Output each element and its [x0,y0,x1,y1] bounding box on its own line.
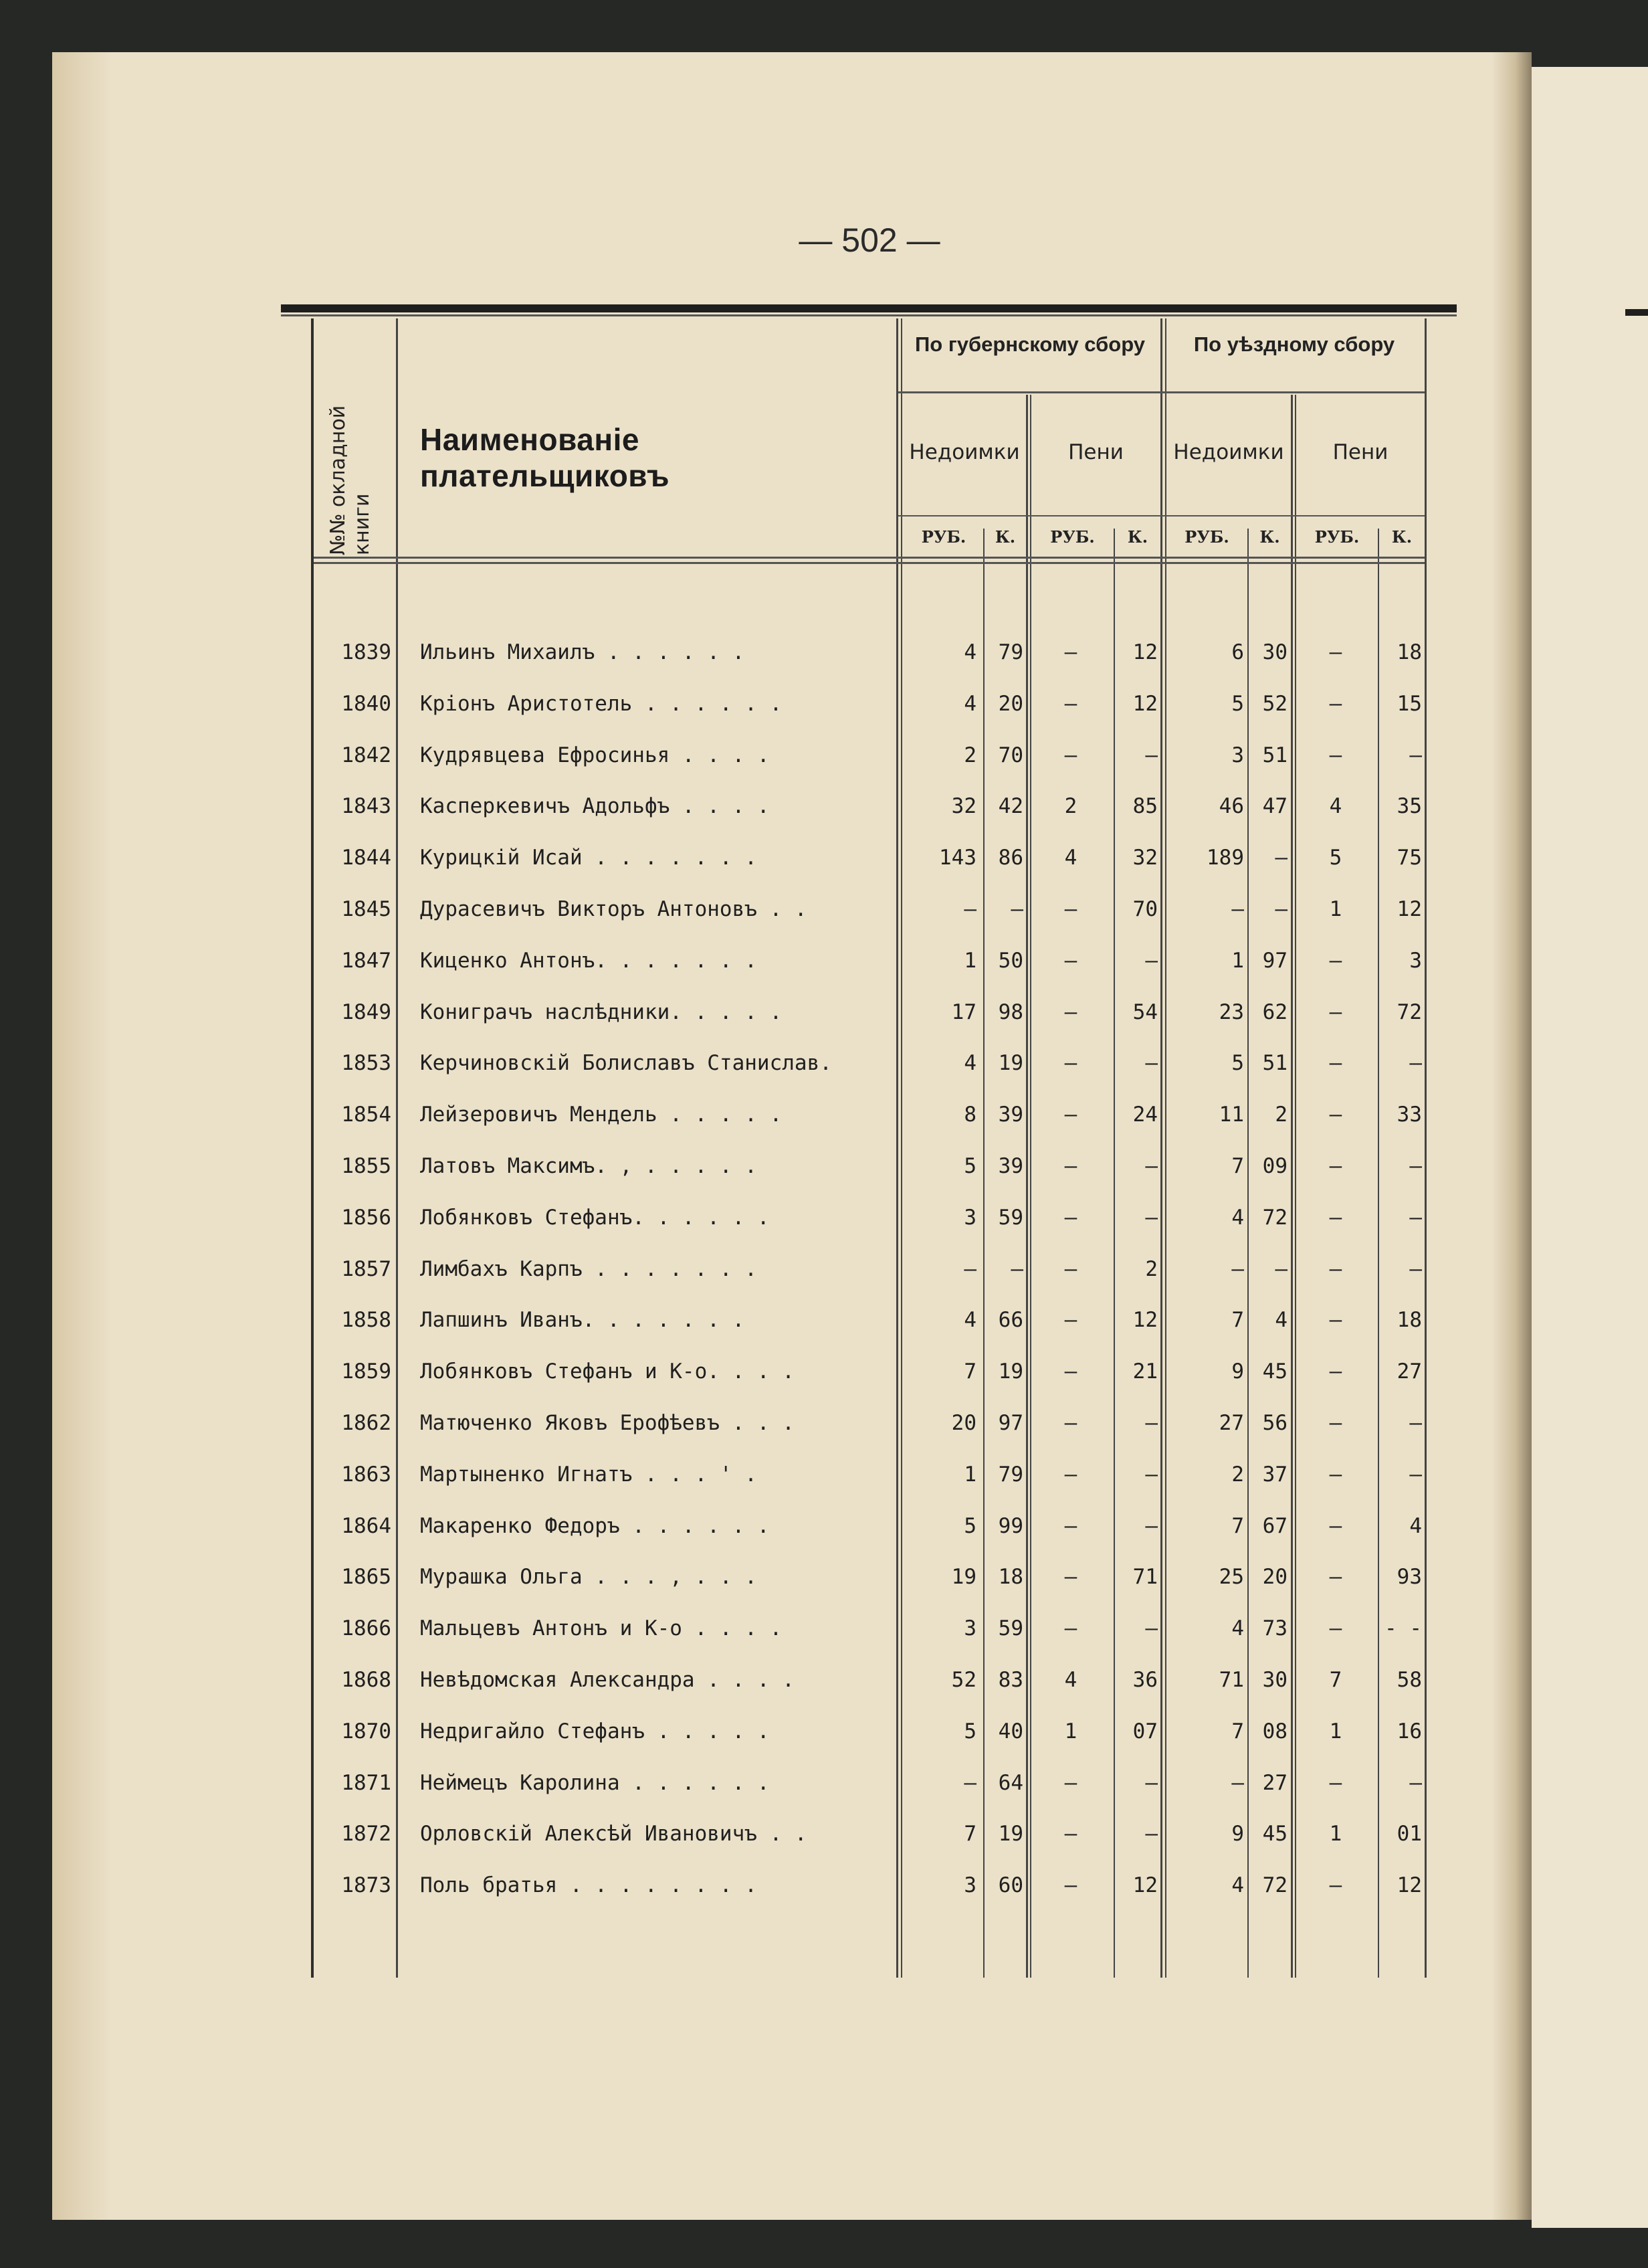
cell-no: 1870 [341,1719,391,1743]
cell-u-p-r: — [1329,1051,1342,1076]
divider-name-provincial [896,318,898,1978]
cell-name: Керчиновскій Болиславъ Станислав. [420,1051,832,1076]
cell-no: 1849 [341,1000,391,1024]
cell-g-n-r: 4 [964,1308,976,1333]
cell-g-p-k: — [1145,1770,1158,1795]
cell-g-n-k: 20 [998,691,1023,716]
cell-g-n-k: 70 [998,743,1023,767]
cell-no: 1839 [341,640,391,664]
cell-u-n-k: 2 [1275,1103,1288,1127]
u-arrears-rub-header: РУБ. [1184,527,1229,547]
cell-u-p-k: — [1409,1205,1422,1230]
cell-no: 1872 [341,1822,391,1847]
cell-g-n-k: 98 [998,1000,1023,1024]
left-border [311,318,314,1978]
cell-name: Лобянковъ Стефанъ и К-о. . . . [420,1359,795,1384]
cell-g-n-k: 60 [998,1873,1023,1898]
cell-u-n-k: 27 [1262,1770,1288,1795]
cell-g-n-r: 1 [964,1462,976,1487]
cell-g-n-r: 8 [964,1103,976,1127]
cell-g-n-r: 32 [951,794,976,819]
cell-u-n-r: 6 [1231,640,1244,664]
cell-u-p-k: 75 [1397,846,1422,870]
g-arrears-kop-header: К. [995,527,1016,547]
cell-g-p-r: — [1064,1513,1077,1538]
cell-name: Мартыненко Игнатъ . . . ' . [420,1462,757,1487]
cell-g-n-r: 20 [951,1411,976,1435]
cell-g-n-r: 3 [964,1873,976,1898]
cell-g-p-k: — [1145,1205,1158,1230]
cell-u-n-r: 27 [1219,1411,1244,1435]
divider-u-arrears-penalty [1291,395,1293,1978]
cell-u-n-k: 67 [1262,1513,1288,1538]
cell-name: Орловскій Алексѣй Ивановичъ . . [420,1822,807,1847]
cell-g-n-r: 4 [964,1051,976,1076]
cell-g-p-k: — [1145,1822,1158,1847]
cell-u-p-k: 01 [1397,1822,1422,1847]
cell-name: Невѣдомская Александра . . . . [420,1668,795,1692]
cell-u-n-r: 11 [1219,1103,1244,1127]
divider-g-arrears-penalty [1026,395,1028,1978]
cell-g-p-r: — [1064,1616,1077,1641]
divider-number-name [396,318,398,1978]
cell-u-p-r: 5 [1329,846,1342,870]
cell-g-p-r: — [1064,1308,1077,1333]
cell-no: 1868 [341,1668,391,1692]
cell-u-n-r: 9 [1231,1822,1244,1847]
cell-no: 1865 [341,1565,391,1590]
cell-name: Касперкевичъ Адольфъ . . . . [420,794,770,819]
cell-g-p-k: — [1145,1411,1158,1435]
cell-u-n-k: — [1275,897,1288,921]
header-bottom-line-2 [314,562,1425,564]
cell-g-n-k: — [1011,1256,1023,1281]
cell-u-n-k: 47 [1262,794,1288,819]
cell-u-p-r: — [1329,1103,1342,1127]
cell-g-p-r: 2 [1064,794,1077,819]
cell-g-n-k: 50 [998,948,1023,973]
cell-no: 1858 [341,1308,391,1333]
cell-g-n-r: — [964,897,976,921]
cell-no: 1863 [341,1462,391,1487]
cell-name: Кріонъ Аристотель . . . . . . [420,691,783,716]
header-group-line [898,391,1425,393]
facing-page [1532,67,1648,2228]
cell-g-p-k: 54 [1132,1000,1158,1024]
cell-u-p-k: 15 [1397,691,1422,716]
cell-g-n-k: 40 [998,1719,1023,1743]
cell-no: 1845 [341,897,391,921]
provincial-penalty-header: Пени [1068,440,1124,464]
cell-u-n-r: 5 [1231,691,1244,716]
cell-g-p-r: 4 [1064,846,1077,870]
cell-g-p-k: 85 [1132,794,1158,819]
cell-g-n-k: 18 [998,1565,1023,1590]
cell-u-n-r: 7 [1231,1308,1244,1333]
cell-u-n-r: 7 [1231,1719,1244,1743]
cell-u-n-r: 71 [1219,1668,1244,1692]
cell-u-p-k: — [1409,743,1422,767]
cell-u-p-r: 1 [1329,1822,1342,1847]
cell-name: Поль братья . . . . . . . . [420,1873,757,1898]
cell-g-n-r: 3 [964,1616,976,1641]
cell-name: Лапшинъ Иванъ. . . . . . . [420,1308,745,1333]
cell-name: Мальцевъ Антонъ и К-о . . . . [420,1616,783,1641]
cell-u-p-k: 3 [1409,948,1422,973]
cell-u-p-r: 1 [1329,897,1342,921]
cell-u-p-k: — [1409,1256,1422,1281]
cell-g-n-r: 5 [964,1154,976,1178]
cell-g-p-r: — [1064,691,1077,716]
cell-u-p-r: — [1329,1205,1342,1230]
cell-u-n-k: 62 [1262,1000,1288,1024]
cell-u-p-r: — [1329,1256,1342,1281]
u-penalty-rub-header: РУБ. [1314,527,1360,547]
cell-u-p-k: — [1409,1051,1422,1076]
cell-name: Дурасевичъ Викторъ Антоновъ . . [420,897,807,921]
cell-u-p-r: — [1329,743,1342,767]
g-penalty-rub-header: РУБ. [1050,527,1095,547]
cell-u-p-k: 12 [1397,897,1422,921]
cell-g-n-k: 39 [998,1103,1023,1127]
cell-u-p-k: 18 [1397,1308,1422,1333]
cell-g-n-r: 143 [939,846,976,870]
cell-u-n-k: 97 [1262,948,1288,973]
cell-g-p-k: 2 [1145,1256,1158,1281]
table-top-rule-thin [281,314,1457,316]
cell-g-n-r: 19 [951,1565,976,1590]
cell-name: Латовъ Максимъ. , . . . . . [420,1154,757,1178]
cell-g-p-k: — [1145,1513,1158,1538]
cell-u-n-r: 4 [1231,1205,1244,1230]
cell-g-p-k: 21 [1132,1359,1158,1384]
cell-g-n-r: 5 [964,1719,976,1743]
provincial-arrears-header: Недоимки [909,440,1020,464]
cell-g-p-r: — [1064,897,1077,921]
cell-g-n-k: 79 [998,640,1023,664]
cell-u-p-r: 7 [1329,1668,1342,1692]
cell-u-n-r: 7 [1231,1513,1244,1538]
cell-g-n-r: 4 [964,640,976,664]
cell-g-n-r: 17 [951,1000,976,1024]
cell-g-n-r: 4 [964,691,976,716]
cell-u-n-r: 25 [1219,1565,1244,1590]
cell-g-p-k: 12 [1132,1308,1158,1333]
cell-u-n-k: 30 [1262,640,1288,664]
cell-name: Лейзеровичъ Мендель . . . . . [420,1103,783,1127]
cell-g-p-r: — [1064,1411,1077,1435]
cell-name: Курицкій Исай . . . . . . . [420,846,757,870]
cell-g-n-k: 79 [998,1462,1023,1487]
cell-g-p-r: 4 [1064,1668,1077,1692]
cell-u-n-r: 46 [1219,794,1244,819]
cell-no: 1854 [341,1103,391,1127]
cell-u-n-r: 189 [1207,846,1244,870]
cell-g-n-r: 2 [964,743,976,767]
cell-g-p-r: — [1064,948,1077,973]
cell-u-p-k: - - [1384,1616,1422,1641]
cell-u-p-r: 4 [1329,794,1342,819]
cell-name: Недригайло Стефанъ . . . . . [420,1719,770,1743]
cell-u-n-k: 09 [1262,1154,1288,1178]
cell-g-p-k: 12 [1132,1873,1158,1898]
cell-g-p-k: — [1145,1154,1158,1178]
cell-g-p-k: 36 [1132,1668,1158,1692]
cell-g-p-k: — [1145,743,1158,767]
g-penalty-kop-header: К. [1127,527,1148,547]
cell-no: 1862 [341,1411,391,1435]
cell-g-n-k: — [1011,897,1023,921]
cell-g-n-k: 19 [998,1822,1023,1847]
cell-u-p-r: — [1329,1565,1342,1590]
cell-u-p-k: — [1409,1154,1422,1178]
cell-no: 1856 [341,1205,391,1230]
payer-name-header: Наименованіе плательщиковъ [420,422,670,493]
divider-name-provincial-2 [901,318,902,1978]
cell-u-n-r: — [1231,897,1244,921]
cell-u-n-r: 2 [1231,1462,1244,1487]
cell-u-p-r: — [1329,1770,1342,1795]
district-header: По уѣздному сбору [1193,333,1395,356]
cell-g-p-k: 32 [1132,846,1158,870]
divider-provincial-district [1160,318,1162,1978]
cell-g-n-k: 59 [998,1205,1023,1230]
cell-g-n-k: 19 [998,1051,1023,1076]
cell-u-n-r: 3 [1231,743,1244,767]
cell-g-p-r: — [1064,1359,1077,1384]
cell-name: Лимбахъ Карпъ . . . . . . . [420,1256,757,1281]
page-edge-shadow [52,52,112,2220]
cell-no: 1842 [341,743,391,767]
cell-u-p-r: 1 [1329,1719,1342,1743]
cell-g-p-k: — [1145,1462,1158,1487]
cell-u-n-k: 08 [1262,1719,1288,1743]
cell-u-n-r: 1 [1231,948,1244,973]
cell-u-n-k: 30 [1262,1668,1288,1692]
cell-no: 1847 [341,948,391,973]
cell-u-p-k: — [1409,1770,1422,1795]
cell-g-n-k: 64 [998,1770,1023,1795]
cell-g-n-k: 19 [998,1359,1023,1384]
cell-no: 1840 [341,691,391,716]
cell-no: 1859 [341,1359,391,1384]
cell-g-p-k: 24 [1132,1103,1158,1127]
cell-g-n-k: 59 [998,1616,1023,1641]
book-gutter [1491,52,1532,2220]
cell-u-n-k: — [1275,846,1288,870]
cell-u-p-k: 4 [1409,1513,1422,1538]
cell-u-p-r: — [1329,640,1342,664]
cell-u-n-r: 7 [1231,1154,1244,1178]
cell-g-n-r: 1 [964,948,976,973]
book-number-header-text: №№ окладной книги [326,405,374,555]
cell-no: 1873 [341,1873,391,1898]
cell-g-p-r: — [1064,1000,1077,1024]
cell-g-n-k: 86 [998,846,1023,870]
cell-name: Неймецъ Каролина . . . . . . [420,1770,770,1795]
cell-no: 1864 [341,1513,391,1538]
book-number-header [320,375,380,562]
cell-name: Ильинъ Михаилъ . . . . . . [420,640,745,664]
cell-u-n-k: 20 [1262,1565,1288,1590]
cell-u-p-r: — [1329,1462,1342,1487]
cell-g-p-r: — [1064,743,1077,767]
cell-u-p-r: — [1329,1154,1342,1178]
cell-no: 1871 [341,1770,391,1795]
header-subgroup-line [898,515,1425,516]
cell-g-p-r: — [1064,1154,1077,1178]
cell-u-p-r: — [1329,1308,1342,1333]
cell-u-n-k: 52 [1262,691,1288,716]
page-number: — 502 — [799,221,940,259]
cell-g-p-k: — [1145,1051,1158,1076]
cell-u-p-k: — [1409,1411,1422,1435]
district-arrears-header: Недоимки [1173,440,1284,464]
cell-u-n-k: 73 [1262,1616,1288,1641]
cell-g-n-r: 52 [951,1668,976,1692]
cell-g-n-r: 7 [964,1359,976,1384]
cell-u-n-k: 51 [1262,743,1288,767]
cell-u-n-k: 45 [1262,1822,1288,1847]
cell-name: Кониграчъ наслѣдники. . . . . [420,1000,783,1024]
cell-u-p-r: — [1329,1616,1342,1641]
right-border [1425,318,1427,1978]
cell-u-p-k: 16 [1397,1719,1422,1743]
cell-name: Макаренко Федоръ . . . . . . [420,1513,770,1538]
cell-g-n-k: 99 [998,1513,1023,1538]
provincial-header: По губернскому сбору [915,333,1145,356]
cell-no: 1844 [341,846,391,870]
cell-u-n-k: 56 [1262,1411,1288,1435]
cell-u-p-r: — [1329,1000,1342,1024]
cell-u-n-k: 72 [1262,1873,1288,1898]
cell-g-p-r: — [1064,1256,1077,1281]
cell-u-n-k: 45 [1262,1359,1288,1384]
cell-u-p-k: 18 [1397,640,1422,664]
cell-g-n-r: 5 [964,1513,976,1538]
cell-u-n-r: — [1231,1256,1244,1281]
cell-g-p-k: 07 [1132,1719,1158,1743]
cell-name: Кудрявцева Ефросинья . . . . [420,743,770,767]
cell-name: Мурашка Ольга . . . , . . . [420,1565,757,1590]
cell-g-p-r: — [1064,1873,1077,1898]
cell-name: Лобянковъ Стефанъ. . . . . . [420,1205,770,1230]
cell-u-p-k: 12 [1397,1873,1422,1898]
cell-u-n-k: 37 [1262,1462,1288,1487]
cell-u-n-r: 4 [1231,1616,1244,1641]
cell-u-p-r: — [1329,1359,1342,1384]
cell-u-p-k: 93 [1397,1565,1422,1590]
cell-g-n-k: 66 [998,1308,1023,1333]
cell-name: Матюченко Яковъ Ерофѣевъ . . . [420,1411,795,1435]
cell-u-n-r: 9 [1231,1359,1244,1384]
cell-u-p-r: — [1329,948,1342,973]
cell-u-p-k: 58 [1397,1668,1422,1692]
cell-u-p-r: — [1329,1411,1342,1435]
cell-g-p-r: — [1064,1462,1077,1487]
cell-u-p-r: — [1329,1513,1342,1538]
cell-u-n-r: 4 [1231,1873,1244,1898]
cell-no: 1853 [341,1051,391,1076]
cell-g-p-r: — [1064,1205,1077,1230]
cell-u-p-k: — [1409,1462,1422,1487]
cell-g-p-k: 12 [1132,691,1158,716]
cell-u-p-k: 35 [1397,794,1422,819]
header-bottom-line [314,557,1425,559]
district-penalty-header: Пени [1332,440,1388,464]
cell-g-p-k: — [1145,1616,1158,1641]
cell-g-n-k: 83 [998,1668,1023,1692]
g-arrears-rub-header: РУБ. [921,527,966,547]
cell-u-n-r: — [1231,1770,1244,1795]
cell-g-p-r: — [1064,1770,1077,1795]
table-top-rule [281,304,1457,312]
cell-g-n-r: — [964,1256,976,1281]
cell-u-p-k: 27 [1397,1359,1422,1384]
cell-no: 1866 [341,1616,391,1641]
cell-u-p-r: — [1329,1873,1342,1898]
cell-g-p-k: 71 [1132,1565,1158,1590]
cell-g-n-r: 3 [964,1205,976,1230]
facing-page-rule [1625,309,1648,316]
cell-g-p-r: — [1064,640,1077,664]
cell-u-p-k: 33 [1397,1103,1422,1127]
cell-g-p-r: — [1064,1051,1077,1076]
cell-u-p-r: — [1329,691,1342,716]
cell-u-n-k: 72 [1262,1205,1288,1230]
cell-g-p-r: — [1064,1565,1077,1590]
cell-g-p-k: 70 [1132,897,1158,921]
cell-g-p-r: 1 [1064,1719,1077,1743]
u-arrears-kop-header: К. [1259,527,1280,547]
cell-g-n-k: 39 [998,1154,1023,1178]
cell-u-n-r: 23 [1219,1000,1244,1024]
cell-u-n-k: 4 [1275,1308,1288,1333]
cell-no: 1855 [341,1154,391,1178]
cell-no: 1857 [341,1256,391,1281]
cell-g-n-r: — [964,1770,976,1795]
cell-u-n-k: — [1275,1256,1288,1281]
cell-g-n-k: 97 [998,1411,1023,1435]
cell-g-p-k: 12 [1132,640,1158,664]
cell-no: 1843 [341,794,391,819]
cell-g-p-r: — [1064,1103,1077,1127]
cell-u-n-k: 51 [1262,1051,1288,1076]
cell-g-p-k: — [1145,948,1158,973]
cell-u-n-r: 5 [1231,1051,1244,1076]
cell-name: Киценко Антонъ. . . . . . . [420,948,757,973]
cell-g-p-r: — [1064,1822,1077,1847]
u-penalty-kop-header: К. [1391,527,1413,547]
cell-g-n-k: 42 [998,794,1023,819]
cell-u-p-k: 72 [1397,1000,1422,1024]
cell-g-n-r: 7 [964,1822,976,1847]
